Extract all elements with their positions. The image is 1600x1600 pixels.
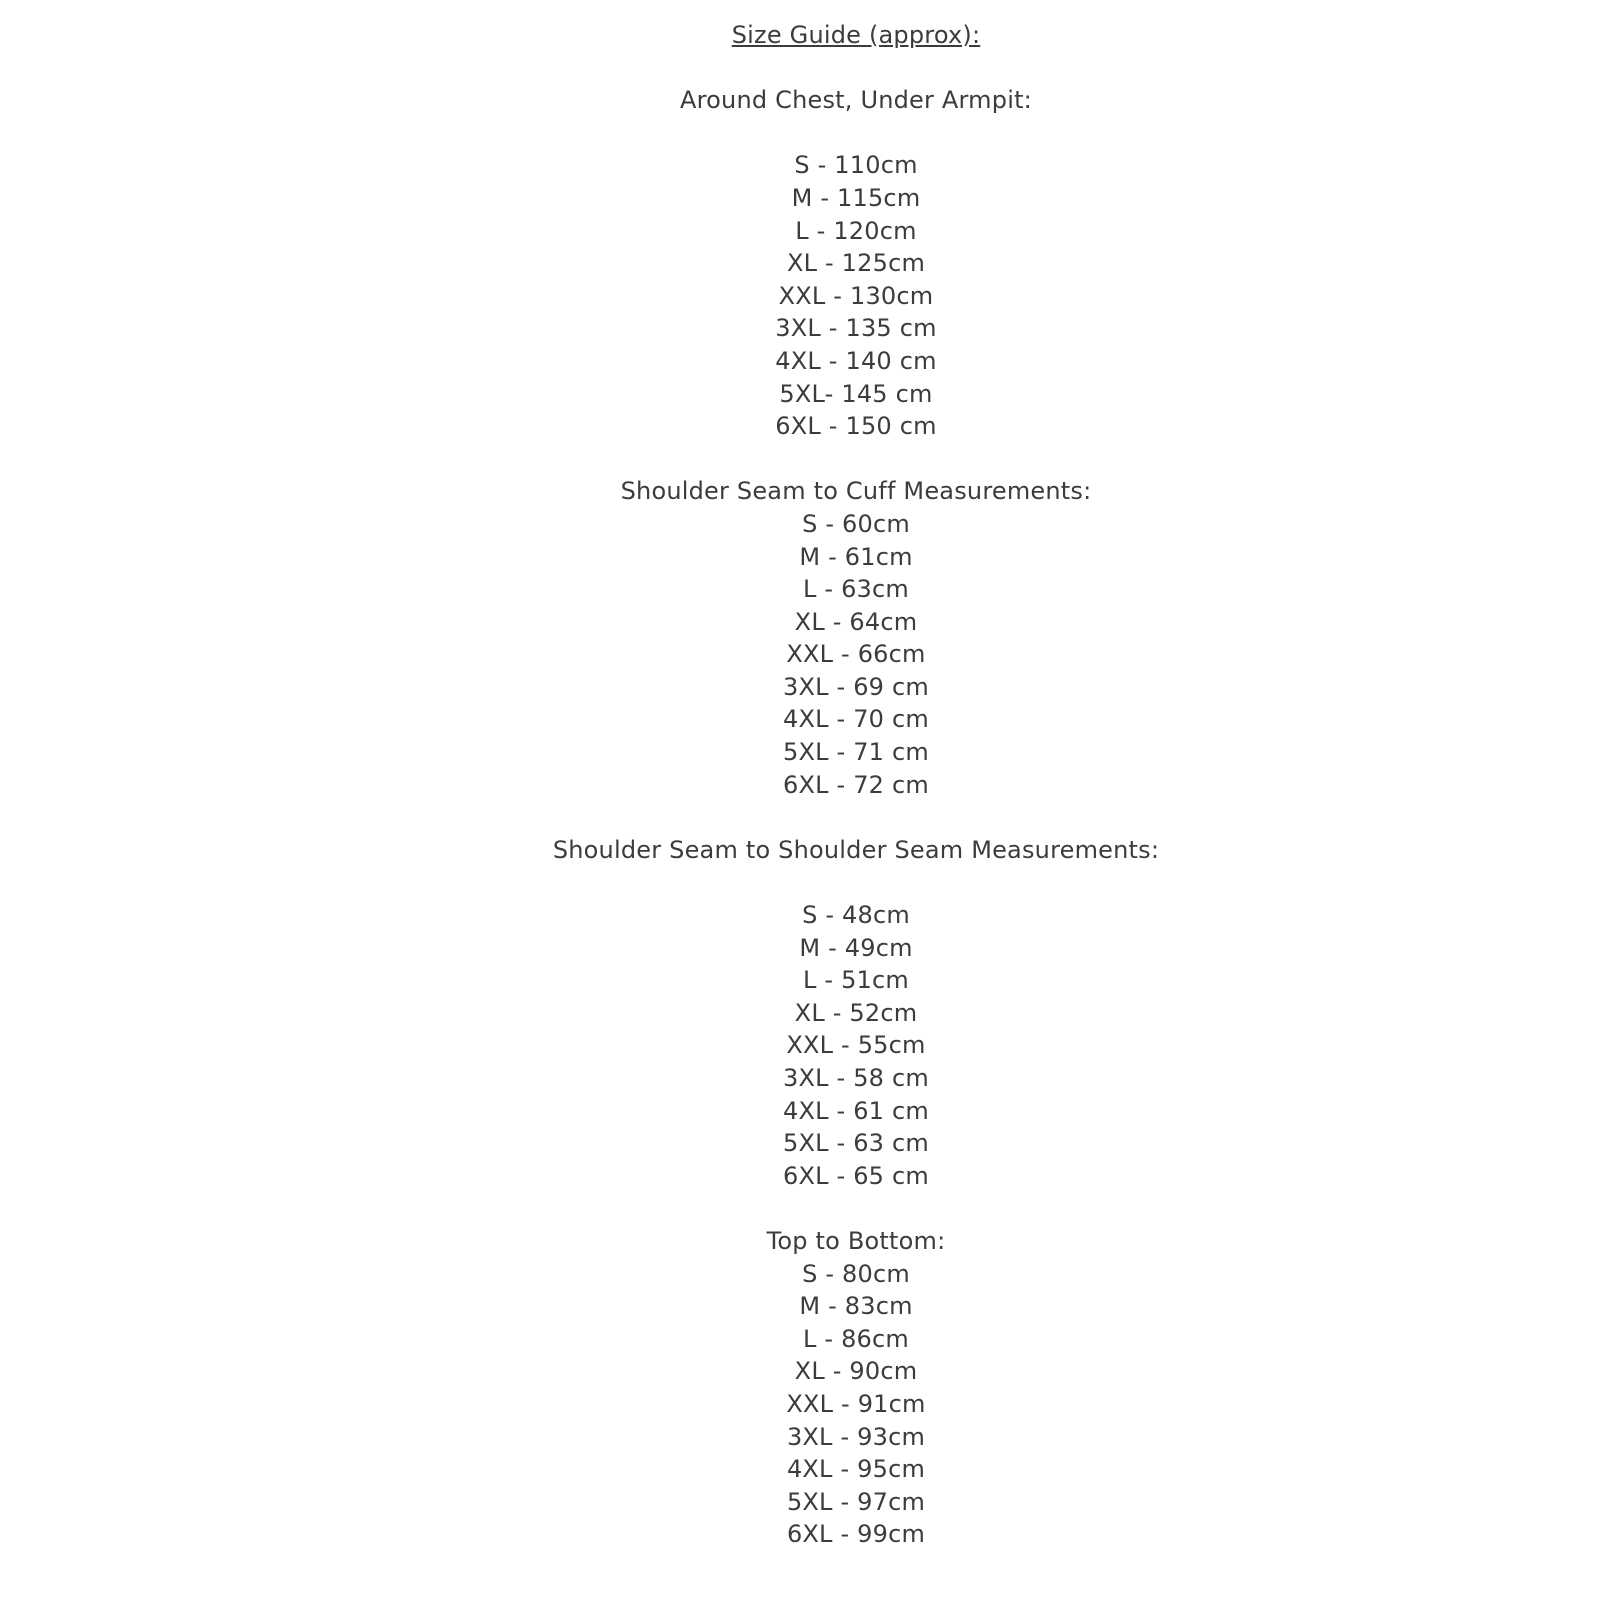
size-row: L - 51cm bbox=[802, 966, 909, 995]
size-row: 6XL - 99cm bbox=[786, 1520, 926, 1549]
size-row: 3XL - 58 cm bbox=[783, 1064, 929, 1092]
size-row: 6XL - 72 cm bbox=[783, 770, 929, 799]
size-row: M - 61cm bbox=[799, 542, 913, 571]
section-heading: Top to Bottom: bbox=[766, 1226, 946, 1255]
size-row: L - 63cm bbox=[802, 575, 909, 604]
size-row: XL - 125cm bbox=[786, 249, 926, 278]
size-row: 3XL - 69 cm bbox=[783, 672, 929, 701]
size-row: S - 80cm bbox=[802, 1259, 910, 1288]
size-row: 4XL - 70 cm bbox=[783, 705, 929, 734]
size-row: 4XL - 95cm bbox=[786, 1455, 926, 1484]
size-row: 5XL - 71 cm bbox=[783, 738, 929, 767]
section-heading: Shoulder Seam to Shoulder Seam Measurements: bbox=[552, 835, 1160, 864]
blank-line bbox=[112, 801, 1600, 834]
page-title: Size Guide (approx): bbox=[731, 21, 981, 49]
size-row: S - 60cm bbox=[802, 509, 910, 538]
size-row: XXL - 130cm bbox=[778, 281, 934, 310]
section-heading: Around Chest, Under Armpit: bbox=[680, 86, 1032, 115]
section-heading: Shoulder Seam to Cuff Measurements: bbox=[620, 477, 1092, 506]
blank-line bbox=[112, 1192, 1600, 1225]
size-row: XL - 52cm bbox=[794, 998, 918, 1027]
size-row: 3XL - 135 cm bbox=[775, 314, 937, 343]
size-row: 5XL- 145 cm bbox=[779, 379, 933, 408]
blank-line bbox=[112, 52, 1600, 85]
blank-line bbox=[112, 443, 1600, 476]
blank-line bbox=[112, 117, 1600, 150]
blank-line bbox=[112, 866, 1600, 899]
size-row: L - 86cm bbox=[802, 1324, 909, 1353]
size-row: S - 48cm bbox=[802, 901, 910, 930]
size-row: 5XL - 63 cm bbox=[783, 1129, 929, 1158]
size-guide-document bbox=[112, 0, 1600, 1551]
size-row: 4XL - 140 cm bbox=[775, 346, 937, 375]
size-row: XL - 90cm bbox=[794, 1357, 918, 1386]
size-row: XXL - 91cm bbox=[786, 1389, 926, 1418]
size-row: M - 49cm bbox=[799, 933, 913, 962]
size-row: M - 83cm bbox=[799, 1292, 913, 1321]
size-row: 6XL - 150 cm bbox=[775, 412, 937, 441]
size-row: 5XL - 97cm bbox=[786, 1487, 926, 1516]
size-row: XXL - 66cm bbox=[786, 640, 926, 669]
size-row: XL - 64cm bbox=[794, 607, 918, 636]
size-row: 4XL - 61 cm bbox=[783, 1096, 929, 1125]
size-row: XXL - 55cm bbox=[786, 1031, 926, 1060]
size-row: 3XL - 93cm bbox=[786, 1422, 926, 1451]
size-row: 6XL - 65 cm bbox=[783, 1161, 929, 1190]
size-row: M - 115cm bbox=[791, 183, 921, 212]
size-row: L - 120cm bbox=[795, 216, 917, 245]
size-row: S - 110cm bbox=[794, 151, 918, 180]
